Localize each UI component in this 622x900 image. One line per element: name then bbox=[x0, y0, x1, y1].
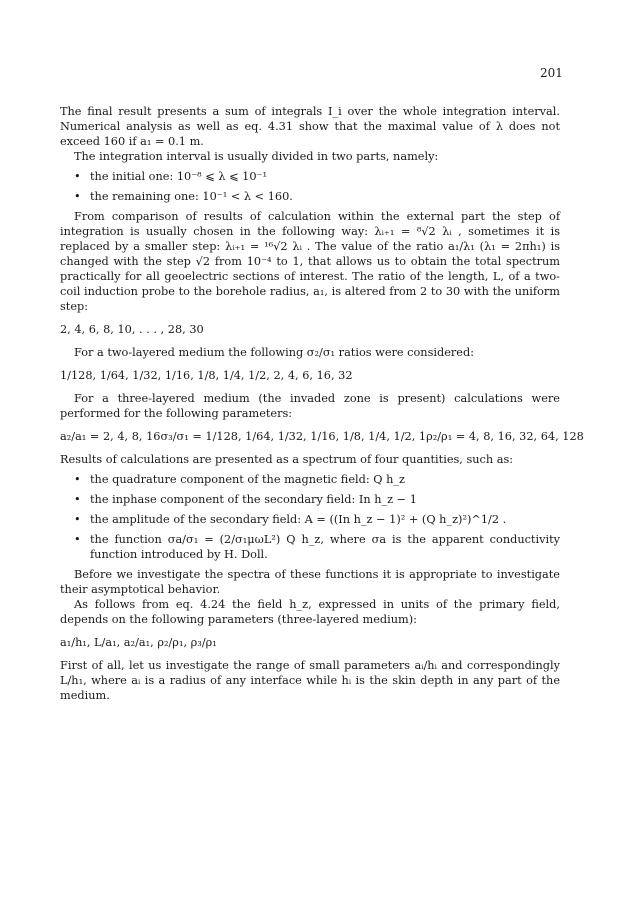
paragraph-step-of-integration: From comparison of results of calculation within the external part the step of integration is usually chosen in the following way: λᵢ₊₁ = ⁸√2 λᵢ , sometimes it is replaced by a smaller step: λᵢ₊₁ = ¹⁶√2 λᵢ . The value of the ratio a₁/λ₁ (λ₁ = 2πh₁) is changed with the step √2 from 10⁻⁴ to 1, that allows us to obtain the total spectrum practically for all geoelectric sections of interest. The ratio of the length, L, of a two-coil induction probe to the borehole radius, a₁, is altered from 2 to 30 with the uniform step: bbox=[60, 210, 560, 313]
list-item-initial: • the initial one: 10⁻⁸ ⩽ λ ⩽ 10⁻¹ bbox=[60, 169, 560, 184]
paragraph-final-result: The final result presents a sum of integrals I_i over the whole integration interval. Numerical analysis as well as eq. 4.31 show that the maximal value of λ does not exceed 160 if a₁ = 0.1 m. bbox=[60, 105, 560, 148]
quantities-list bbox=[60, 472, 560, 562]
list-item-inphase: • the inphase component of the secondary field: In h_z − 1 bbox=[60, 492, 560, 507]
paragraph-integration-interval: The integration interval is usually divided in two parts, namely: bbox=[74, 150, 439, 163]
list-item-apparent-conductivity: • the function σa/σ₁ = (2/σ₁μωL²) Q h_z, where σa is the apparent conductivity function introduced by H. Doll. bbox=[60, 532, 560, 562]
page-body bbox=[60, 104, 584, 703]
series-two-layer-ratios: 1/128, 1/64, 1/32, 1/16, 1/8, 1/4, 1/2, 2, 4, 6, 16, 32 bbox=[60, 369, 353, 382]
paragraph-asymptotic: Before we investigate the spectra of these functions it is appropriate to investigate their asymptotical behavior. bbox=[60, 568, 560, 596]
param-rho-ratio: ρ₂/ρ₁ = 4, 8, 16, 32, 64, 128 bbox=[426, 430, 584, 443]
paragraph-field-parameters: As follows from eq. 4.24 the field h_z, expressed in units of the primary field, depends on the following parameters (three-layered medium): bbox=[60, 598, 560, 626]
param-sigma-ratio: σ₃/σ₁ = 1/128, 1/64, 1/32, 1/16, 1/8, 1/4, 1/2, 1 bbox=[160, 430, 427, 443]
page-number: 201 bbox=[540, 66, 563, 80]
param-radius-ratio: a₂/a₁ = 2, 4, 8, 16 bbox=[60, 430, 161, 443]
three-layer-parameters bbox=[60, 429, 584, 444]
list-item-amplitude: • the amplitude of the secondary field: A = ((In h_z − 1)² + (Q h_z)²)^1/2 . bbox=[60, 512, 560, 527]
series-l-values: 2, 4, 6, 8, 10, . . . , 28, 30 bbox=[60, 323, 204, 336]
parameter-list: a₁/h₁, L/a₁, a₂/a₁, ρ₂/ρ₁, ρ₃/ρ₁ bbox=[60, 636, 217, 649]
interval-list bbox=[60, 169, 560, 204]
paragraph-two-layered: For a two-layered medium the following σ₂/σ₁ ratios were considered: bbox=[74, 346, 475, 359]
paragraph-results: Results of calculations are presented as a spectrum of four quantities, such as: bbox=[60, 453, 514, 466]
list-item-quadrature: • the quadrature component of the magnetic field: Q h_z bbox=[60, 472, 560, 487]
paragraph-three-layered: For a three-layered medium (the invaded zone is present) calculations were performed for the following parameters: bbox=[60, 392, 560, 420]
list-item-remaining: • the remaining one: 10⁻¹ < λ < 160. bbox=[60, 189, 560, 204]
paragraph-small-parameters: First of all, let us investigate the range of small parameters aᵢ/hᵢ and correspondingly L/h₁, where aᵢ is a radius of any interface while hᵢ is the skin depth in any part of the medium. bbox=[60, 659, 560, 702]
